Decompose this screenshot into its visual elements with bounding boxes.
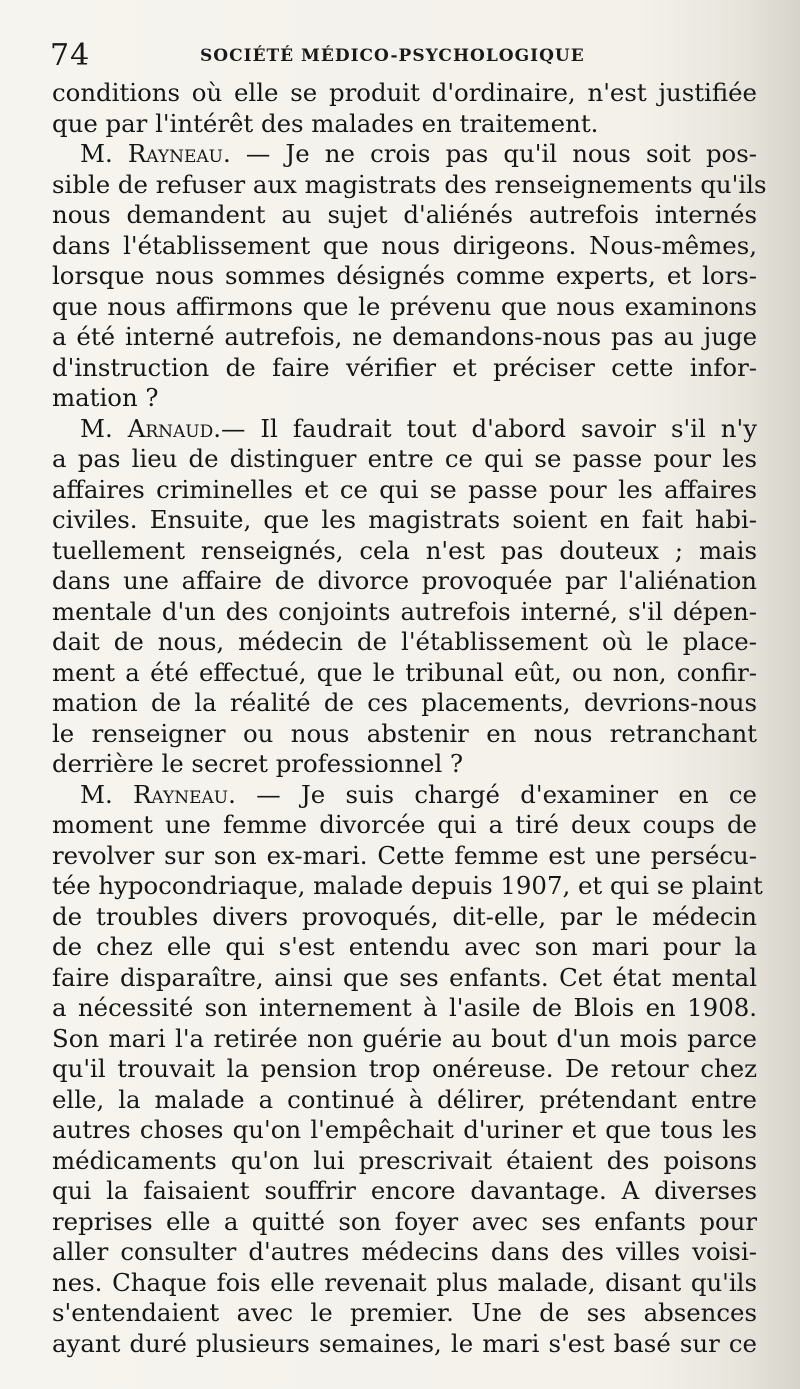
speaker-name: Arnaud. <box>127 413 222 443</box>
text-line: que par l'intérêt des malades en traitement. <box>52 108 599 138</box>
paragraph <box>52 139 767 414</box>
paragraph <box>52 779 763 1360</box>
text-line: mation ? <box>52 383 159 412</box>
page-header <box>50 36 770 76</box>
text-line: a pas lieu de distinguer entre ce qui se passe pour les <box>52 444 757 473</box>
speaker-name: Rayneau. <box>127 139 231 168</box>
text-line: de troubles divers provoqués, dit-elle, par le médecin <box>52 901 757 931</box>
text-line: revolver sur son ex-mari. Cette femme est une persécu- <box>52 840 757 870</box>
text-line <box>52 139 757 170</box>
text-line: dans une affaire de divorce provoquée par l'aliénation <box>52 566 757 595</box>
text-line <box>52 414 757 445</box>
speaker-name: Rayneau. <box>133 779 236 809</box>
text-line: ment a été effectué, que le tribunal eût, ou non, confir- <box>52 657 757 687</box>
text-line: mentale d'un des conjoints autrefois interné, s'il dépen- <box>52 596 757 626</box>
text-line: lorsque nous sommes désignés comme experts, et lors- <box>52 261 757 290</box>
text-line: médicaments qu'on lui prescrivait étaient des poisons <box>52 1145 757 1175</box>
text-line: civiles. Ensuite, que les magistrats soient en fait habi- <box>52 505 757 534</box>
line-text: — Je suis chargé d'examiner en ce <box>235 779 757 809</box>
body-text <box>52 78 767 1359</box>
speaker-prefix: M. <box>80 779 134 809</box>
text-line: le renseigner ou nous abstenir en nous retranchant <box>52 718 757 748</box>
text-line: tée hypocondriaque, malade depuis 1907, et qui se plaint <box>52 871 763 900</box>
text-line: qu'il trouvait la pension trop onéreuse. De retour chez <box>52 1054 757 1083</box>
text-line: s'entendaient avec le premier. Une de ses absences <box>52 1298 757 1327</box>
text-line: Son mari l'a retirée non guérie au bout d'un mois parce <box>52 1023 757 1053</box>
text-line: nous demandent au sujet d'aliénés autrefois internés <box>52 200 757 229</box>
text-line <box>52 780 757 811</box>
text-line: a nécessité son internement à l'asile de Blois en 1908. <box>52 993 757 1022</box>
text-line: aller consulter d'autres médecins dans des villes voisi- <box>52 1237 757 1266</box>
text-line: mation de la réalité de ces placements, devrions-nous <box>52 688 757 717</box>
speaker-prefix: M. <box>80 413 128 443</box>
text-line: autres choses qu'on l'empêchait d'uriner et que tous les <box>52 1115 757 1144</box>
text-line: d'instruction de faire vérifier et préciser cette infor- <box>52 352 757 382</box>
text-line: sible de refuser aux magistrats des renseignements qu'ils <box>52 169 767 199</box>
text-line: dans l'établissement que nous dirigeons. Nous-mêmes, <box>52 230 757 260</box>
text-line: moment une femme divorcée qui a tiré deux coups de <box>52 810 757 839</box>
text-line: reprises elle a quitté son foyer avec ses enfants pour <box>52 1206 757 1236</box>
text-line: elle, la malade a continué à délirer, prétendant entre <box>52 1084 757 1114</box>
running-head: SOCIÉTÉ MÉDICO-PSYCHOLOGIQUE <box>200 46 585 66</box>
text-line: dait de nous, médecin de l'établissement où le place- <box>52 627 757 656</box>
paragraph <box>52 414 757 780</box>
text-line: faire disparaître, ainsi que ses enfants. Cet état mental <box>52 962 757 992</box>
text-line: ayant duré plusieurs semaines, le mari s'est basé sur ce <box>52 1328 757 1358</box>
paragraph <box>52 78 757 139</box>
line-text: — Je ne crois pas qu'il nous soit pos- <box>230 139 757 168</box>
text-line: a été interné autrefois, ne demandons-nous pas au juge <box>52 322 757 351</box>
text-line: que nous affirmons que le prévenu que nous examinons <box>52 291 757 321</box>
text-line: conditions où elle se produit d'ordinaire, n'est justifiée <box>52 78 757 107</box>
text-line: affaires criminelles et ce qui se passe pour les affaires <box>52 474 757 504</box>
line-text: — Il faudrait tout d'abord savoir s'il n'y <box>221 413 757 443</box>
text-line: tuellement renseignés, cela n'est pas douteux ; mais <box>52 535 757 565</box>
text-line: derrière le secret professionnel ? <box>52 749 464 778</box>
text-line: qui la faisaient souffrir encore davantage. A diverses <box>52 1176 757 1205</box>
text-line: de chez elle qui s'est entendu avec son mari pour la <box>52 932 757 961</box>
page-number: 74 <box>50 38 91 73</box>
text-line: nes. Chaque fois elle revenait plus malade, disant qu'ils <box>52 1267 757 1297</box>
speaker-prefix: M. <box>80 139 128 168</box>
